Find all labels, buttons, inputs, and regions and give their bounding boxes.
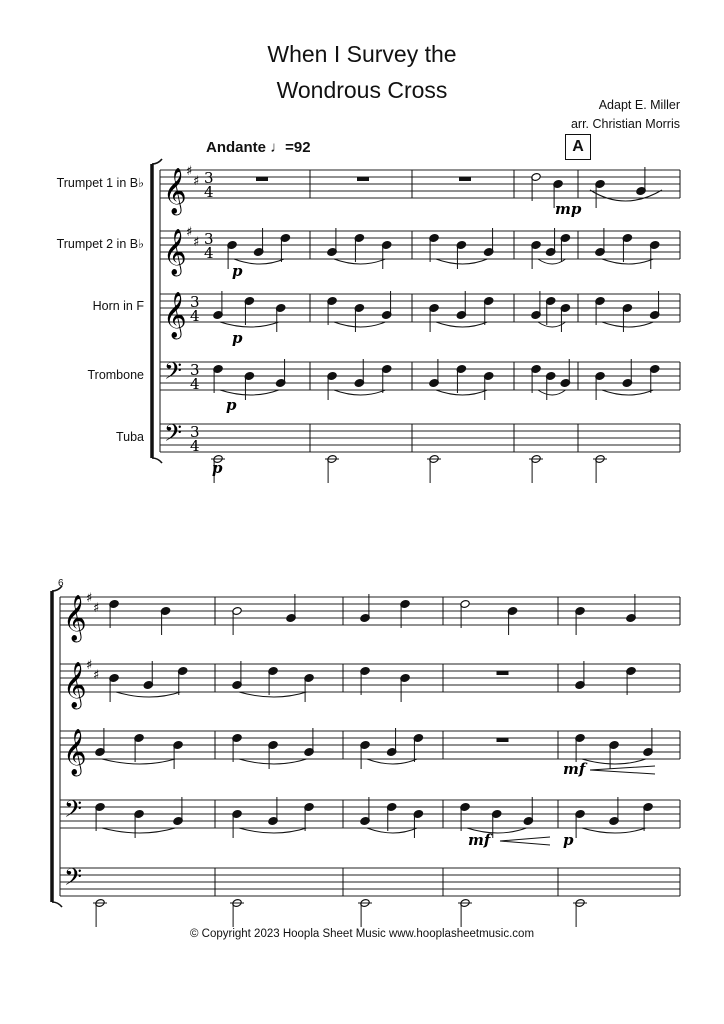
dynamic-p: p — [563, 831, 574, 849]
bass-clef-icon: 𝄢 — [164, 419, 183, 452]
time-signature-top: 3 — [190, 293, 200, 311]
instrument-label-horn: Horn in F — [92, 299, 144, 313]
slur — [220, 322, 279, 327]
copyright-footer: © Copyright 2023 Hoopla Sheet Music www.hooplasheetmusic.com — [189, 928, 535, 940]
key-sharp-icon: ♯ — [86, 591, 93, 606]
dynamic-p: p — [232, 262, 243, 280]
key-sharp-icon: ♯ — [93, 601, 100, 616]
treble-clef-icon: 𝄞 — [63, 662, 87, 708]
whole-rest — [497, 738, 509, 742]
phrase-slur — [590, 190, 662, 201]
slur — [602, 322, 653, 327]
tempo-text: Andante — [206, 139, 266, 156]
key-sharp-icon: ♯ — [193, 235, 200, 250]
whole-rest — [256, 177, 268, 181]
whole-rest — [459, 177, 471, 181]
treble-clef-icon: 𝄞 — [163, 168, 187, 214]
key-sharp-icon: ♯ — [93, 668, 100, 683]
slur — [436, 259, 487, 264]
bass-clef-icon: 𝄢 — [64, 863, 83, 896]
slur — [102, 759, 175, 764]
slur — [239, 692, 307, 697]
slur — [602, 259, 653, 264]
time-signature-top: 3 — [204, 169, 214, 187]
slur — [367, 759, 417, 764]
time-signature-bottom: 4 — [190, 375, 200, 393]
treble-clef-icon: 𝄞 — [63, 729, 87, 775]
slur — [582, 828, 646, 833]
dynamic-mf: mf — [563, 760, 586, 778]
time-signature-top: 3 — [190, 423, 200, 441]
decrescendo-hairpin — [500, 837, 550, 845]
bass-clef-icon: 𝄢 — [164, 357, 183, 390]
instrument-label-tuba: Tuba — [115, 430, 144, 444]
time-signature-top: 3 — [190, 361, 200, 379]
slur — [239, 759, 307, 764]
dynamic-mp: mp — [555, 200, 582, 218]
measure-number: 6 — [58, 578, 64, 589]
dynamic-mf: mf — [468, 831, 491, 849]
time-signature-bottom: 4 — [190, 307, 200, 325]
arranger-credit: arr. Christian Morris — [570, 117, 680, 131]
treble-clef-icon: 𝄞 — [163, 229, 187, 275]
dynamic-p: p — [212, 459, 223, 477]
slur — [102, 828, 175, 833]
score-title-line-1: When I Survey the — [267, 41, 457, 67]
slur — [436, 322, 487, 327]
instrument-label-trumpet-1: Trumpet 1 in B♭ — [56, 176, 144, 190]
slur — [334, 259, 385, 264]
time-signature-bottom: 4 — [204, 244, 214, 262]
decrescendo-hairpin — [590, 766, 655, 774]
slur — [602, 390, 653, 395]
key-sharp-icon: ♯ — [186, 164, 193, 179]
time-signature-bottom: 4 — [204, 183, 214, 201]
dynamic-p: p — [226, 396, 237, 414]
slur — [538, 390, 566, 395]
slur — [436, 390, 487, 395]
slur — [582, 759, 646, 764]
slur — [116, 692, 180, 697]
slur — [239, 828, 307, 833]
slur — [334, 390, 385, 395]
slur — [367, 828, 417, 833]
treble-clef-icon: 𝄞 — [163, 292, 187, 338]
whole-rest — [357, 177, 369, 181]
key-sharp-icon: ♯ — [186, 225, 193, 240]
rehearsal-mark: A — [565, 134, 591, 160]
slur — [220, 390, 279, 395]
instrument-label-trumpet-2: Trumpet 2 in B♭ — [56, 237, 144, 251]
time-signature-bottom: 4 — [190, 437, 200, 455]
adapted-credit: Adapt E. Miller — [598, 98, 680, 112]
time-signature-top: 3 — [204, 230, 214, 248]
instrument-label-trombone: Trombone — [87, 368, 144, 382]
key-sharp-icon: ♯ — [193, 174, 200, 189]
dynamic-p: p — [232, 329, 243, 347]
key-sharp-icon: ♯ — [86, 658, 93, 673]
bass-clef-icon: 𝄢 — [64, 795, 83, 828]
slur — [334, 322, 385, 327]
whole-rest — [497, 671, 509, 675]
score-title-line-2: Wondrous Cross — [276, 77, 448, 103]
treble-clef-icon: 𝄞 — [63, 595, 87, 641]
tempo-value: ♩=92 — [270, 139, 311, 156]
